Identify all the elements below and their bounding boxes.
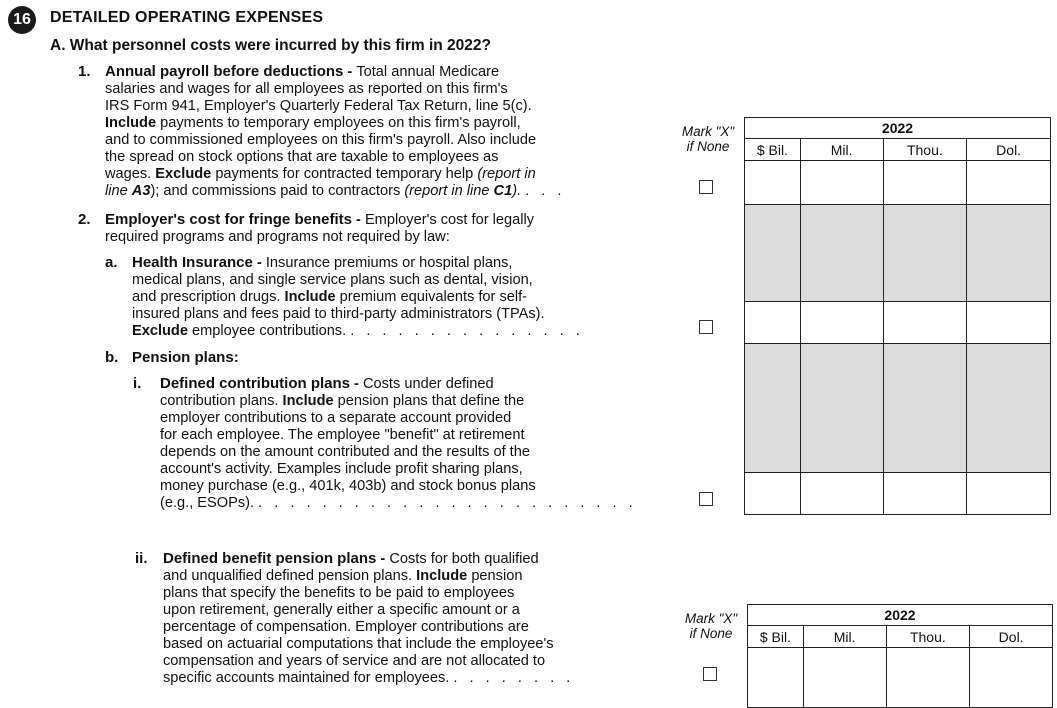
grid-bottom-year: 2022 xyxy=(748,605,1053,626)
item-2bi-number: i. xyxy=(133,375,142,392)
item-2bii-title: Defined benefit pension plans xyxy=(163,550,377,567)
item-2b-title: Pension plans: xyxy=(132,349,239,366)
item-2a-line3b: premium equivalents for self- xyxy=(335,289,528,305)
mark-none-label-bottom xyxy=(677,611,745,641)
item-2bi-line2a: contribution plans. xyxy=(160,393,283,409)
shaded-cell xyxy=(800,344,883,473)
item-2a-title: Health Insurance xyxy=(132,254,253,271)
item-2a-line2: medical plans, and single service plans such as dental, vision, xyxy=(132,272,533,288)
item-2bii-text xyxy=(163,550,574,687)
item-1-line7b: payments for contracted temporary help xyxy=(211,166,478,182)
item-1-none-checkbox[interactable] xyxy=(699,180,713,194)
amount-grid-bottom xyxy=(747,604,1053,708)
item-1-text xyxy=(105,63,565,200)
item-1-exclude: Exclude xyxy=(155,166,212,182)
item-1-sep: - xyxy=(343,64,357,80)
item-1-line1: Total annual Medicare xyxy=(356,64,500,80)
grid-top-year: 2022 xyxy=(745,118,1051,139)
section-number-badge: 16 xyxy=(8,6,36,34)
item-1-ref-c1: C1 xyxy=(493,183,513,199)
mark-none-line1: Mark "X" xyxy=(684,611,738,626)
item-2bi-sep: - xyxy=(350,376,363,392)
item-2bii-line1: Costs for both qualified xyxy=(389,551,539,567)
item-1-ref-a3: A3 xyxy=(131,183,151,199)
item-1-line8c: ); and commissions paid to contractors xyxy=(150,183,405,199)
item-2-line2: required programs and programs not required by law: xyxy=(105,229,450,245)
item-2bii-none-checkbox[interactable] xyxy=(703,667,717,681)
item-1-line3: IRS Form 941, Employer's Quarterly Federal Tax Return, line 5(c). xyxy=(105,98,532,114)
item-2a-text xyxy=(132,254,584,340)
item-2b-text xyxy=(132,349,239,367)
grid-bottom-col-mil: Mil. xyxy=(803,626,886,648)
item-2a-include: Include xyxy=(284,289,336,305)
item-2bi-line1: Costs under defined xyxy=(362,376,494,392)
item-1-line7a: wages. xyxy=(105,166,156,182)
item-2a-line3a: and prescription drugs. xyxy=(132,289,285,305)
item-2bii-line2b: pension xyxy=(467,568,523,584)
item-2-sep: - xyxy=(351,212,365,228)
item-2bii-line8: specific accounts maintained for employees. xyxy=(163,670,450,686)
grid-top-col-thou: Thou. xyxy=(883,139,967,161)
item-2-shaded-row xyxy=(745,205,1051,302)
shaded-cell xyxy=(745,205,801,302)
item-2bi-line5: depends on the amount contributed and the results of the xyxy=(160,444,530,460)
item-2bi-dots: . . . . . . . . . . . . . . . . . . . . . . . . xyxy=(258,495,637,511)
question-a-heading: A. What personnel costs were incurred by this firm in 2022? xyxy=(50,37,492,54)
item-2bi-title: Defined contribution plans xyxy=(160,375,350,392)
grid-bottom-col-bil: $ Bil. xyxy=(748,626,804,648)
item-2bii-line3: plans that specify the benefits to be paid to employees xyxy=(163,585,515,601)
item-2bi-line8: (e.g., ESOPs). xyxy=(160,495,255,511)
item-2a-exclude: Exclude xyxy=(132,323,188,339)
item-2bi-bil-cell[interactable] xyxy=(745,473,801,515)
grid-top-col-mil: Mil. xyxy=(800,139,883,161)
item-2bi-line3: employer contributions to a separate account provided xyxy=(160,410,512,426)
item-2bii-thou-cell[interactable] xyxy=(886,648,970,708)
item-2bii-bil-cell[interactable] xyxy=(748,648,804,708)
item-2a-line5: employee contributions. xyxy=(187,323,347,339)
mark-none-label-top xyxy=(674,124,742,154)
item-1-line8a: line xyxy=(105,183,132,199)
item-1-line4: payments to temporary employees on this firm's payroll, xyxy=(156,115,521,131)
item-2a-dots: . . . . . . . . . . . . . . . xyxy=(350,323,584,339)
item-2bii-dol-cell[interactable] xyxy=(970,648,1053,708)
item-2bi-text xyxy=(160,375,637,512)
item-1-title: Annual payroll before deductions xyxy=(105,63,344,80)
item-2bii-amount-row xyxy=(748,648,1053,708)
item-1-dol-cell[interactable] xyxy=(967,161,1051,205)
item-2bii-mil-cell[interactable] xyxy=(803,648,886,708)
item-2bii-line4: upon retirement, generally either a specific amount or a xyxy=(163,602,520,618)
shaded-cell xyxy=(967,205,1051,302)
item-2bi-amount-row xyxy=(745,473,1051,515)
item-2a-none-checkbox[interactable] xyxy=(699,320,713,334)
item-2-number: 2. xyxy=(78,211,91,228)
item-2a-thou-cell[interactable] xyxy=(883,302,967,344)
item-2bi-line2b: pension plans that define the xyxy=(333,393,525,409)
item-1-number: 1. xyxy=(78,63,91,80)
item-2bii-line5: percentage of compensation. Employer contributions are xyxy=(163,619,529,635)
item-2a-line1: Insurance premiums or hospital plans, xyxy=(265,255,513,271)
item-1-line8d: (report in line xyxy=(404,183,494,199)
grid-bottom-col-dol: Dol. xyxy=(970,626,1053,648)
item-1-thou-cell[interactable] xyxy=(883,161,967,205)
item-2bi-include: Include xyxy=(282,393,334,409)
grid-top-col-dol: Dol. xyxy=(967,139,1051,161)
item-2bii-line6: based on actuarial computations that include the employee's xyxy=(163,636,554,652)
item-2bi-mil-cell[interactable] xyxy=(800,473,883,515)
item-2bi-none-checkbox[interactable] xyxy=(699,492,713,506)
mark-none-line2: if None xyxy=(689,626,733,641)
item-2a-line4: insured plans and fees paid to third-party administrators (TPAs). xyxy=(132,306,545,322)
item-1-bil-cell[interactable] xyxy=(745,161,801,205)
item-2bi-line6: account's activity. Examples include profit sharing plans, xyxy=(160,461,523,477)
amount-grid-top xyxy=(744,117,1051,515)
item-2a-mil-cell[interactable] xyxy=(800,302,883,344)
item-2-title: Employer's cost for fringe benefits xyxy=(105,211,352,228)
item-2-text xyxy=(105,211,534,246)
item-2bii-line2a: and unqualified defined pension plans. xyxy=(163,568,417,584)
item-1-amount-row xyxy=(745,161,1051,205)
shaded-cell xyxy=(967,344,1051,473)
item-2bii-dots: . . . . . . . . xyxy=(453,670,575,686)
item-2a-bil-cell[interactable] xyxy=(745,302,801,344)
item-1-line2: salaries and wages for all employees as reported on this firm's xyxy=(105,81,508,97)
item-1-line8f: ). xyxy=(512,183,522,199)
mark-none-line2: if None xyxy=(686,139,730,154)
item-1-mil-cell[interactable] xyxy=(800,161,883,205)
item-2a-amount-row xyxy=(745,302,1051,344)
shaded-cell xyxy=(745,344,801,473)
item-1-line6: the spread on stock options that are taxable to employees as xyxy=(105,149,499,165)
item-2bi-line7: money purchase (e.g., 401k, 403b) and stock bonus plans xyxy=(160,478,536,494)
item-1-line5: and to commissioned employees on this firm's payroll. Also include xyxy=(105,132,537,148)
item-2bii-include: Include xyxy=(416,568,468,584)
item-2bii-line7: compensation and years of service and are not allocated to xyxy=(163,653,546,669)
grid-top-col-bil: $ Bil. xyxy=(745,139,801,161)
mark-none-line1: Mark "X" xyxy=(681,124,735,139)
item-2a-dol-cell[interactable] xyxy=(967,302,1051,344)
section-title: DETAILED OPERATING EXPENSES xyxy=(50,9,324,26)
item-2bii-sep: - xyxy=(376,551,390,567)
item-2b-number: b. xyxy=(105,349,119,366)
item-2bi-line4: for each employee. The employee "benefit" at retirement xyxy=(160,427,525,443)
item-1-include: Include xyxy=(105,115,157,131)
item-2a-sep: - xyxy=(252,255,266,271)
item-1-line7c: (report in xyxy=(477,166,536,182)
shaded-cell xyxy=(883,205,967,302)
item-2bi-thou-cell[interactable] xyxy=(883,473,967,515)
shaded-cell xyxy=(883,344,967,473)
item-2bii-number: ii. xyxy=(135,550,148,567)
item-1-dots: . . . xyxy=(525,183,566,199)
item-2bi-dol-cell[interactable] xyxy=(967,473,1051,515)
grid-bottom-col-thou: Thou. xyxy=(886,626,970,648)
item-2a-number: a. xyxy=(105,254,118,271)
item-2b-shaded-row xyxy=(745,344,1051,473)
shaded-cell xyxy=(800,205,883,302)
item-2-line1: Employer's cost for legally xyxy=(364,212,534,228)
